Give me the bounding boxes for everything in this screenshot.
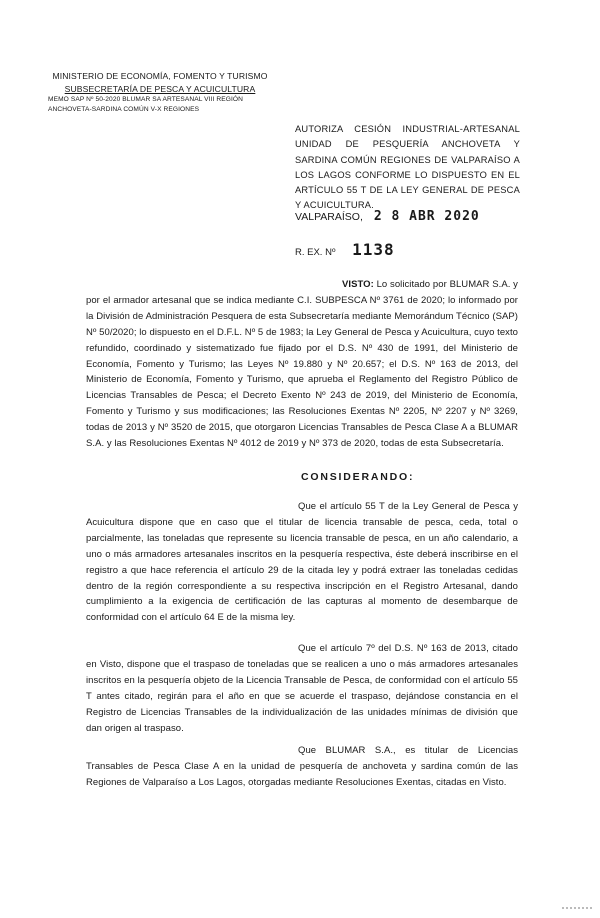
considerando-paragraph-1: Que el artículo 55 T de la Ley General de Pesca y Acuicultura dispone que en caso que el titular de licencia transable de pesca, ceda, total o parcialmente, las toneladas que represente su licencia transable de pesca, en un año calendario, a uno o más armadores artesanales inscritos en la pesquería respectiva, éste deberá inscribirse en el registro a que hace referencia el artículo 29 de la citada ley y podrá extraer las toneladas cedidas dentro de la región correspondiente a su respectiva inscripción en el Registro Artesanal, dando cumplimiento a la exigencia de certificación de las capturas al momento de desembarque de conformidad con el artículo 64 E de la misma ley.: [86, 501, 518, 624]
resolution-number-line: [295, 240, 395, 259]
considerando-paragraph-2: Que el artículo 7º del D.S. Nº 163 de 2013, citado en Visto, dispone que el traspaso de toneladas que se realicen a uno o más armadores artesanales inscritos en la pesquería objeto de la Licencia Transable de Pesca, de conformidad con el artículo 55 T antes citado, regirán para el año en que se acuerde el traspaso, dejándose constancia en el Registro de Licencias Transables de la individualización de las unidades mínimas de división que dan origen al traspaso.: [86, 643, 518, 734]
considerando-heading: CONSIDERANDO:: [301, 471, 415, 483]
place-date-line: [295, 209, 480, 224]
ministry-name: MINISTERIO DE ECONOMÍA, FOMENTO Y TURISMO: [52, 71, 268, 81]
resolution-subject: AUTORIZA CESIÓN INDUSTRIAL-ARTESANAL UNIDAD DE PESQUERÍA ANCHOVETA Y SARDINA COMÚN REGIONES DE VALPARAÍSO A LOS LAGOS CONFORME LO DISPUESTO EN EL ARTÍCULO 55 T DE LA LEY GENERAL DE PESCA Y ACUICULTURA.: [295, 124, 520, 211]
visto-paragraph: [86, 277, 518, 452]
considerando-paragraph-3: Que BLUMAR S.A., es titular de Licencias Transables de Pesca Clase A en la unidad de pesquería de anchoveta y sardina común de las Regiones de Valparaíso a Los Lagos, otorgadas mediante Resoluciones Exentas, citadas en Visto.: [86, 745, 518, 788]
visto-label: VISTO:: [342, 279, 374, 290]
ministry-header: [40, 70, 280, 115]
page-corner-mark: [562, 905, 592, 910]
resolution-label: R. EX. Nº: [295, 247, 336, 258]
resolution-number: 1138: [352, 240, 395, 259]
visto-text: Lo solicitado por BLUMAR S.A. y por el armador artesanal que se indica mediante C.I. SUBPESCA Nº 3761 de 2020; lo informado por la División de Administración Pesquera de esta Subsecretaría mediante Memorándum Técnico (SAP) Nº 50/2020; lo dispuesto en el D.F.L. Nº 5 de 1983; la Ley General de Pesca y Acuicultura, cuyo texto refundido, coordinado y sistematizado fue fijado por el D.S. Nº 430 de 1991, del Ministerio de Economía, Fomento y Turismo; las Leyes Nº 19.880 y Nº 20.657; el D.S. Nº 163 de 2013, del Ministerio de Economía, Fomento y Turismo, que aprueba el Reglamento del Registro Público de Licencias Transables de Pesca; el Decreto Exento Nº 243 de 2019, del Ministerio de Economía, Fomento y Turismo y sus modificaciones; las Resoluciones Exentas Nº 2205, Nº 2207 y Nº 3269, todas de 2013 y Nº 3520 de 2015, que otorgaron Licencias Transables de Pesca Clase A a BLUMAR S.A. y las Resoluciones Exentas Nº 4012 de 2019 y Nº 373 de 2020, todas de esta Subsecretaría.: [86, 279, 518, 450]
memo-reference: MEMO SAP Nº 50-2020 BLUMAR SA ARTESANAL VIII REGIÓN: [48, 96, 244, 103]
place-label: VALPARAÍSO,: [295, 211, 363, 223]
undersecretariat-name: SUBSECRETARÍA DE PESCA Y ACUICULTURA: [64, 83, 256, 94]
fishery-reference: ANCHOVETA-SARDINA COMÚN V-X REGIONES: [48, 106, 200, 113]
date-stamp: 2 8 ABR 2020: [373, 209, 480, 224]
